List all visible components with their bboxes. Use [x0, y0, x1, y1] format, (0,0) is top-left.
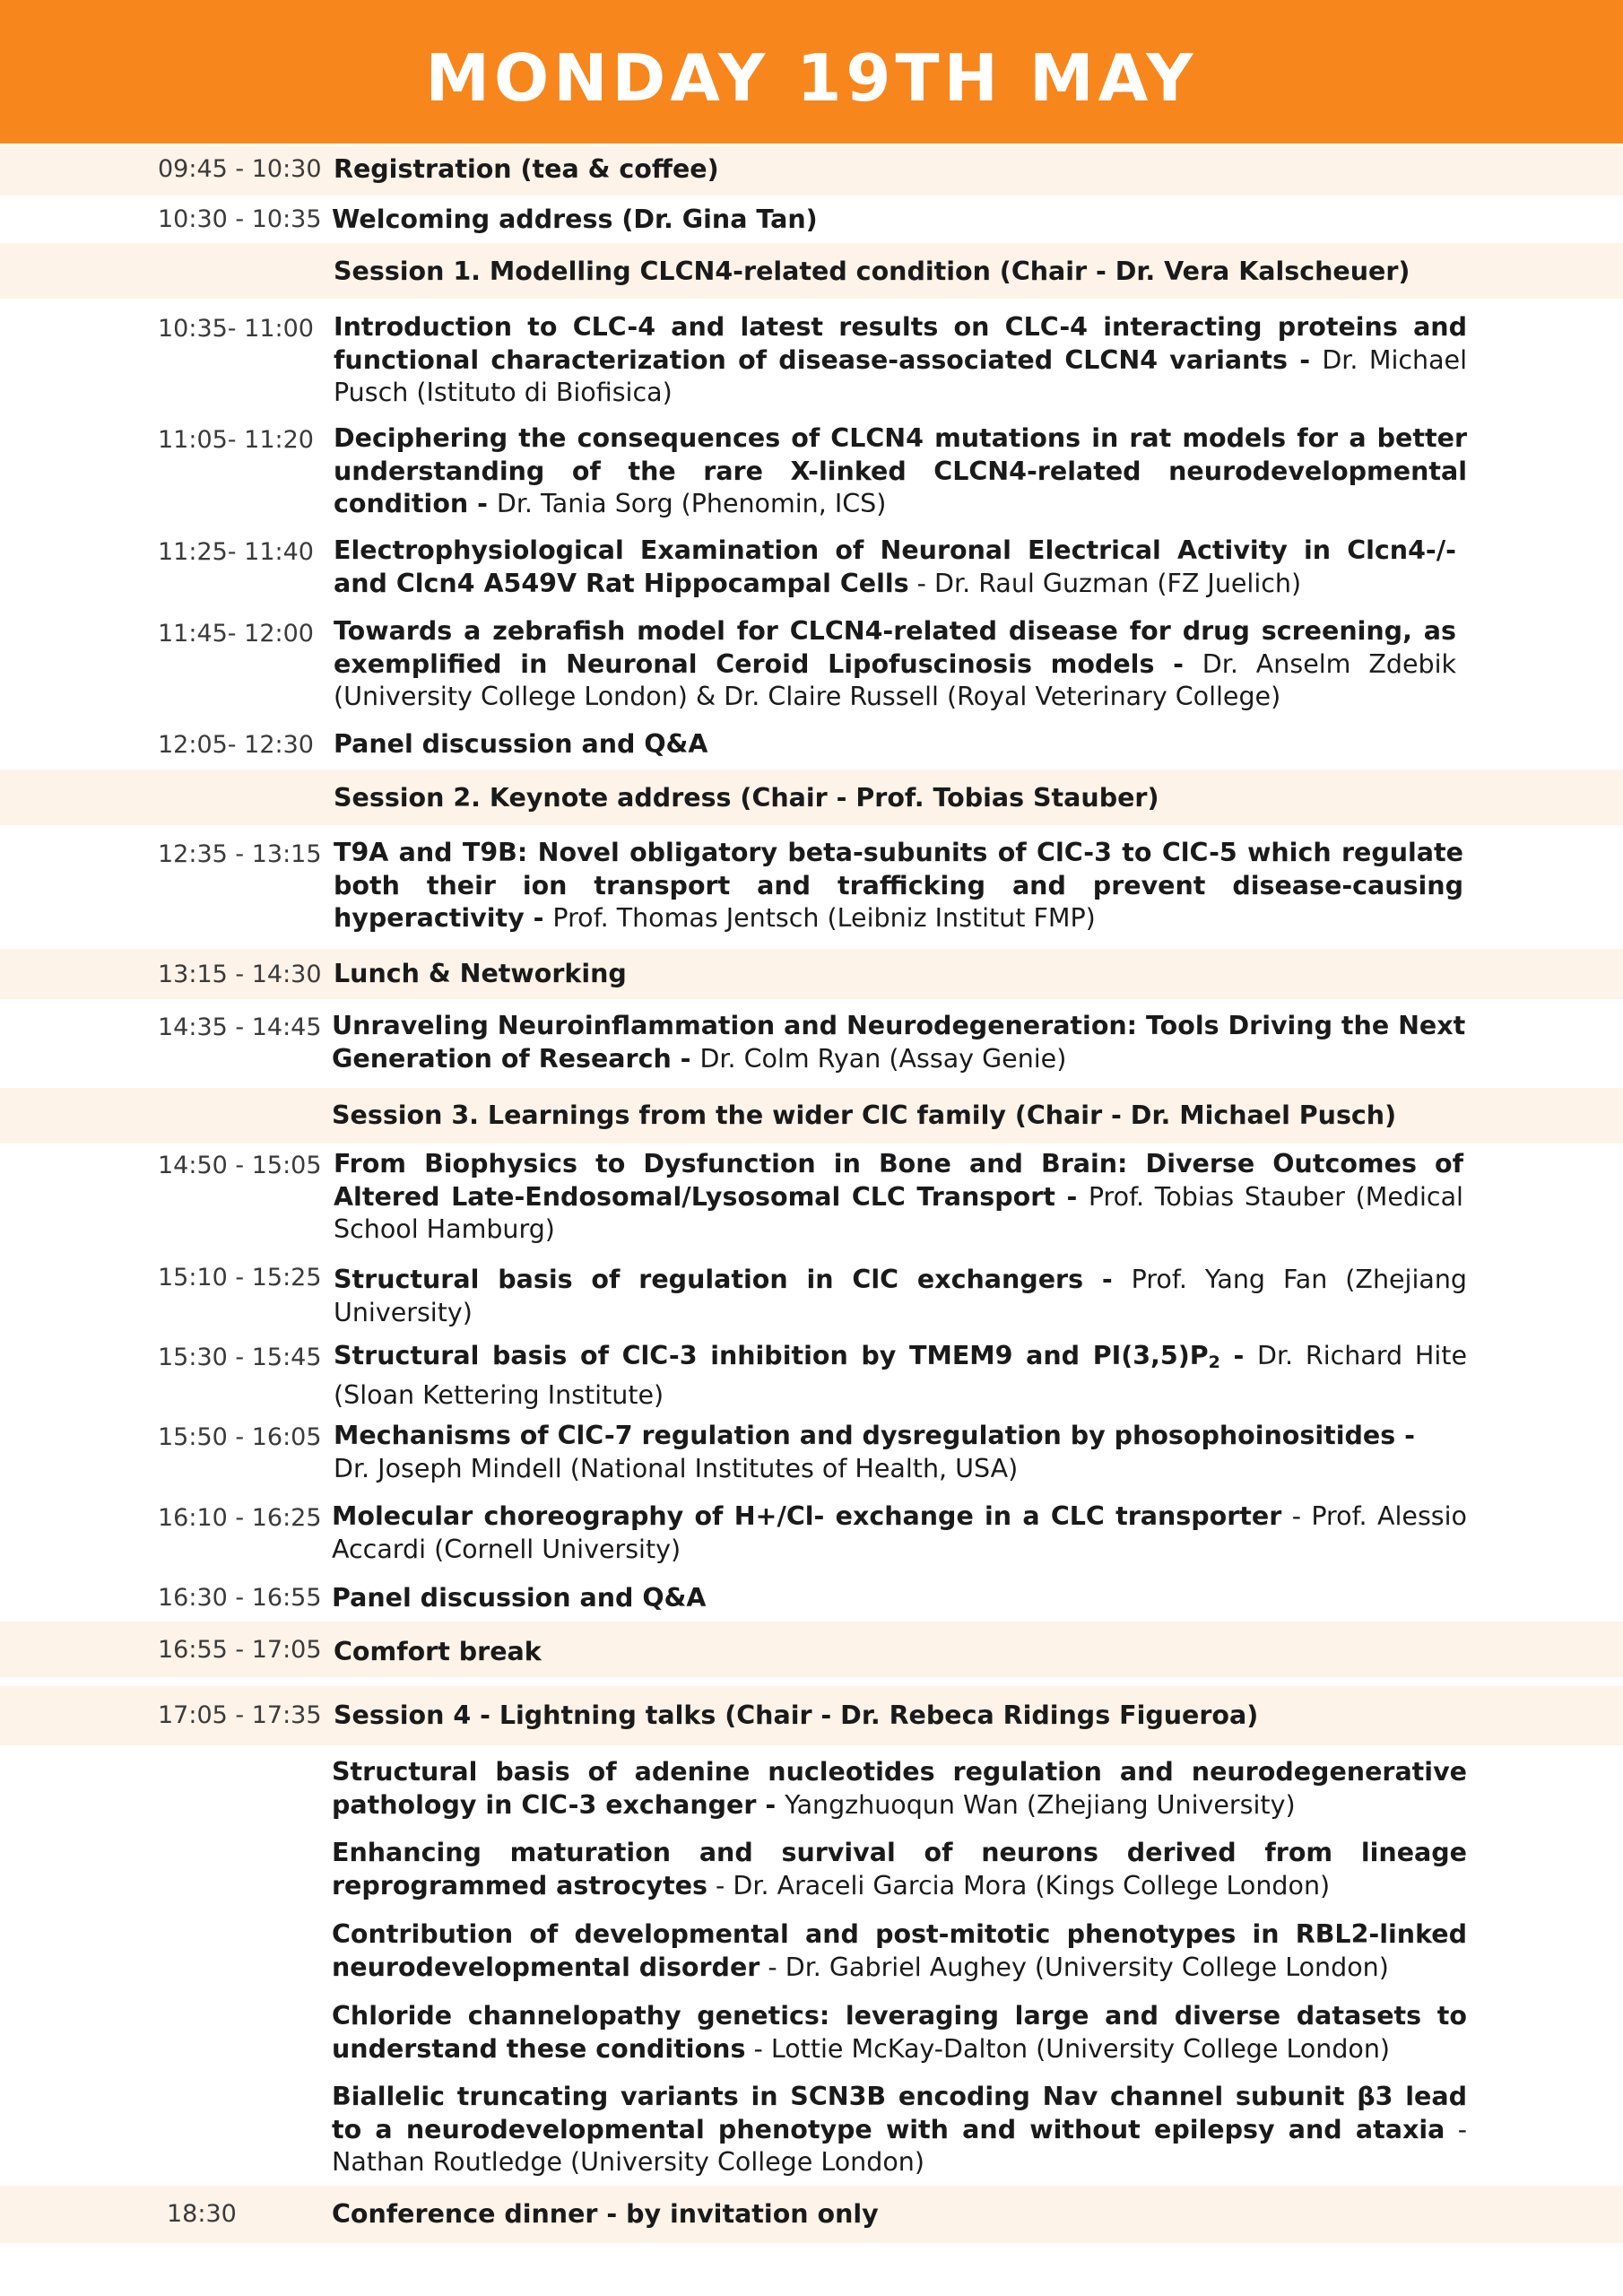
agenda-item: Registration (tea & coffee)	[334, 154, 719, 184]
page-title: MONDAY 19TH MAY	[0, 0, 1623, 144]
session-heading: Session 4 - Lightning talks (Chair - Dr. Rebeca Ridings Figueroa)	[334, 1700, 1259, 1730]
time-slot: 11:05- 11:20	[158, 426, 314, 454]
agenda-item: Biallelic truncating variants in SCN3B encoding Nav channel subunit β3 lead to a neurodevelopmental phenotype with and without epilepsy and ataxia - Nathan Routledge (University College London)	[332, 2082, 1467, 2177]
time-slot: 11:45- 12:00	[158, 620, 314, 648]
agenda-item: Unraveling Neuroinflammation and Neurodegeneration: Tools Driving the Next Generation of Research - Dr. Colm Ryan (Assay Genie)	[332, 1011, 1466, 1074]
agenda-item: T9A and T9B: Novel obligatory beta-subunits of ClC-3 to ClC-5 which regulate both their ion transport and trafficking and prevent disease-causing hyperactivity - Prof. Thomas Jentsch (Leibniz Institut FMP)	[334, 838, 1463, 933]
session-heading: Session 2. Keynote address (Chair - Prof. Tobias Stauber)	[334, 783, 1159, 813]
agenda-item: Introduction to CLC-4 and latest results on CLC-4 interacting proteins and functional characterization of disease-associated CLCN4 variants - Dr. Michael Pusch (Istituto di Biofisica)	[334, 312, 1468, 407]
time-slot: 15:10 - 15:25	[158, 1264, 322, 1292]
agenda-item: Structural basis of adenine nucleotides regulation and neurodegenerative pathology in ClC-3 exchanger - Yangzhuoqun Wan (Zhejiang University)	[332, 1757, 1467, 1820]
time-slot: 12:05- 12:30	[158, 731, 314, 759]
time-slot: 15:50 - 16:05	[158, 1423, 322, 1451]
agenda-item: From Biophysics to Dysfunction in Bone and Brain: Diverse Outcomes of Altered Late-Endosomal/Lysosomal CLC Transport - Prof. Tobias Stauber (Medical School Hamburg)	[334, 1149, 1463, 1244]
agenda-item: Panel discussion and Q&A	[332, 1583, 707, 1613]
agenda-item: Structural basis of regulation in ClC exchangers - Prof. Yang Fan (Zhejiang University)	[334, 1265, 1468, 1327]
agenda-item: Welcoming address (Dr. Gina Tan)	[332, 204, 818, 234]
session-heading: Session 3. Learnings from the wider ClC family (Chair - Dr. Michael Pusch)	[332, 1100, 1397, 1130]
agenda-item: Contribution of developmental and post-mitotic phenotypes in RBL2-linked neurodevelopmental disorder - Dr. Gabriel Aughey (University College London)	[332, 1919, 1467, 1982]
time-slot: 13:15 - 14:30	[158, 961, 322, 988]
agenda-item: Deciphering the consequences of CLCN4 mutations in rat models for a better understanding of the rare X-linked CLCN4-related neurodevelopmental condition - Dr. Tania Sorg (Phenomin, ICS)	[334, 423, 1467, 518]
session-heading: Session 1. Modelling CLCN4-related condition (Chair - Dr. Vera Kalscheuer)	[334, 257, 1410, 286]
time-slot: 16:10 - 16:25	[158, 1504, 322, 1532]
time-slot: 17:05 - 17:35	[158, 1701, 322, 1729]
agenda-item: Mechanisms of ClC-7 regulation and dysregulation by phosophoinositides - Dr. Joseph Mindell (National Institutes of Health, USA)	[334, 1421, 1415, 1483]
agenda-item: Electrophysiological Examination of Neuronal Electrical Activity in Clcn4-/- and Clcn4 A549V Rat Hippocampal Cells - Dr. Raul Guzman (FZ Juelich)	[334, 535, 1456, 598]
agenda-item: Towards a zebrafish model for CLCN4-related disease for drug screening, as exemplified in Neuronal Ceroid Lipofuscinosis models - Dr. Anselm Zdebik (University College London) & Dr. Claire Russell (Royal Veterinary College)	[334, 616, 1457, 711]
time-slot: 10:35- 11:00	[158, 315, 314, 343]
agenda-item: Comfort break	[334, 1637, 542, 1666]
agenda-item: Conference dinner - by invitation only	[332, 2199, 879, 2229]
time-slot: 09:45 - 10:30	[158, 155, 322, 183]
time-slot: 16:30 - 16:55	[158, 1584, 322, 1612]
agenda-item: Chloride channelopathy genetics: leveraging large and diverse datasets to understand these conditions - Lottie McKay-Dalton (University College London)	[332, 2001, 1467, 2064]
time-slot: 14:35 - 14:45	[158, 1013, 322, 1041]
agenda-item: Molecular choreography of H+/Cl- exchange in a CLC transporter - Prof. Alessio Accardi (Cornell University)	[332, 1501, 1467, 1564]
time-slot: 18:30	[167, 2200, 237, 2228]
agenda-item: Panel discussion and Q&A	[334, 729, 708, 759]
agenda-item: Enhancing maturation and survival of neurons derived from lineage reprogrammed astrocytes - Dr. Araceli Garcia Mora (Kings College London)	[332, 1838, 1467, 1900]
time-slot: 15:30 - 15:45	[158, 1344, 322, 1371]
time-slot: 14:50 - 15:05	[158, 1152, 322, 1179]
time-slot: 12:35 - 13:15	[158, 840, 322, 868]
time-slot: 11:25- 11:40	[158, 538, 314, 566]
agenda-item: Structural basis of ClC-3 inhibition by TMEM9 and PI(3,5)P2 - Dr. Richard Hite (Sloan Kettering Institute)	[334, 1341, 1467, 1410]
time-slot: 10:30 - 10:35	[158, 205, 322, 233]
time-slot: 16:55 - 17:05	[158, 1636, 322, 1664]
agenda-item: Lunch & Networking	[334, 959, 627, 988]
